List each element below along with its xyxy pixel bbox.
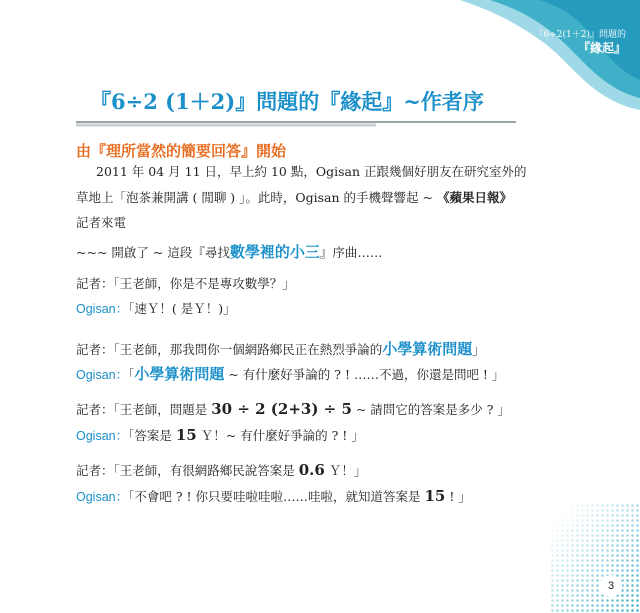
highlight-term: 小學算術問題 xyxy=(134,365,225,383)
speaker-ogisan: Ogisan： xyxy=(76,302,129,316)
highlight-term: 數學裡的小三 xyxy=(229,243,320,261)
speaker-ogisan: Ogisan： xyxy=(76,429,129,443)
speaker-ogisan: Ogisan： xyxy=(76,490,129,504)
speaker-reporter: 記者： xyxy=(76,276,114,291)
dialogue-line xyxy=(76,275,295,293)
answer-value: 0.6 xyxy=(298,461,325,479)
dialogue-line xyxy=(76,400,510,419)
title-underline xyxy=(76,118,516,132)
dialogue-text: ~ 有什麼好爭論的 ? ! ……不過，你還是問吧 ! 」 xyxy=(224,367,505,382)
highlight-term: 小學算術問題 xyxy=(382,340,473,358)
dialogue-line xyxy=(76,487,471,506)
dialogue-text: 「王老師，有很網路鄉民說答案是 xyxy=(113,463,299,478)
answer-value: 15 xyxy=(424,487,446,505)
intro-line-4-suffix: 』序曲…… xyxy=(319,245,383,260)
dialogue-line xyxy=(76,461,366,480)
speaker-ogisan: Ogisan： xyxy=(76,368,129,382)
speaker-reporter: 記者： xyxy=(76,342,114,357)
intro-line-4-prefix: ~~~ 開啟了 ~ 這段『尋找 xyxy=(76,245,230,260)
dialogue-line xyxy=(76,300,236,318)
dialogue-text: 「王老師，問題是 xyxy=(113,402,212,417)
intro-line-2-text: 草地上「泡茶兼開講 ( 閒聊 ) 」。此時，Ogisan 的手機聲響起 ~ xyxy=(76,190,437,205)
section-heading: 由『理所當然的簡要回答』開始 xyxy=(76,142,287,160)
halftone-dots-decoration xyxy=(550,503,640,613)
dialogue-line xyxy=(76,340,485,359)
intro-line-3: 記者來電 xyxy=(76,215,127,230)
dialogue-text: ~ 請問它的答案是多少 ? 」 xyxy=(351,402,510,417)
intro-line-4 xyxy=(76,243,382,262)
dialogue-text: 「答案是 xyxy=(128,428,176,443)
page-number: 3 xyxy=(600,575,622,597)
corner-title: 『緣起』 xyxy=(577,41,626,56)
dialogue-text: 「王老師，你是不是專攻數學？」 xyxy=(113,276,295,291)
dialogue-text: Ｙ！~ 有什麼好爭論的 ? ! 」 xyxy=(196,428,364,443)
corner-subtitle: 『6÷2(1＋2)』問題的 xyxy=(534,30,626,40)
dialogue-text: 「王老師，那我問你一個網路鄉民正在熱烈爭論的 xyxy=(113,342,383,357)
dialogue-text: 「 xyxy=(128,367,135,382)
page-title: 『6÷2 (1＋2)』問題的『緣起』~作者序 xyxy=(90,89,484,114)
dialogue-text: Ｙ！」 xyxy=(324,463,367,478)
dialogue-text: ! 」 xyxy=(445,489,471,504)
answer-value: 15 xyxy=(175,426,197,444)
newspaper-name: 《蘋果日報》 xyxy=(436,190,512,205)
corner-label xyxy=(535,30,626,56)
intro-line-2 xyxy=(76,189,512,207)
speaker-reporter: 記者： xyxy=(76,463,114,478)
dialogue-line xyxy=(76,426,364,445)
math-expression: 30 ÷ 2 (2+3) ÷ 5 xyxy=(211,400,352,418)
dialogue-text: 「速Ｙ！( 是Ｙ！)」 xyxy=(128,301,236,316)
dialogue-line xyxy=(76,365,504,384)
speaker-reporter: 記者： xyxy=(76,402,114,417)
dialogue-text: 」 xyxy=(472,342,485,357)
dialogue-text: 「不會吧 ? ! 你只要哇啦哇啦……哇啦，就知道答案是 xyxy=(128,489,425,504)
intro-line-1: 2011 年 04 月 11 日，早上約 10 點，Ogisan 正跟幾個好朋友在研究室外的 xyxy=(96,164,527,179)
